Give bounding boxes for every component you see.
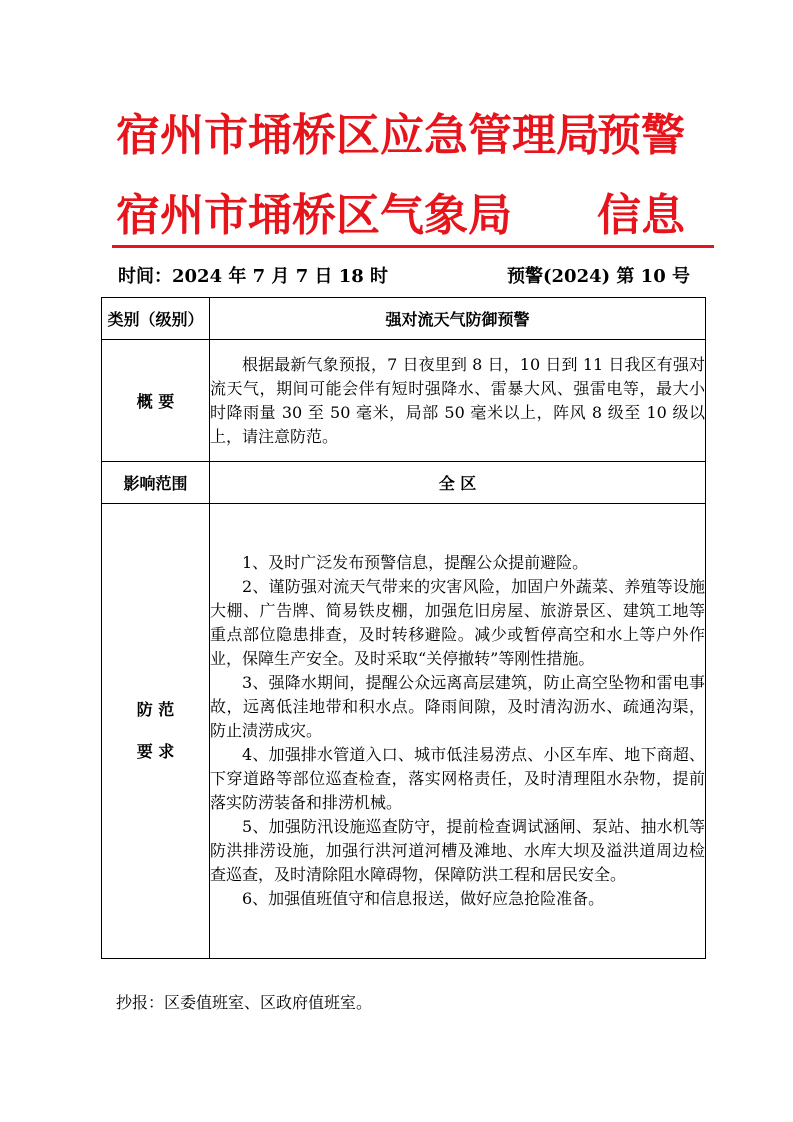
scope-value: 全 区 [210,462,706,504]
header-tag-info: 信息 [597,190,685,241]
measures-label [102,504,210,959]
table-row [102,298,706,340]
category-label: 类别（级别） [102,298,210,340]
issue-time: 时间：2024 年 7 月 7 日 18 时 [118,266,389,287]
measure-item: 5、加强防汛设施巡查防守，提前检查调试涵闸、泵站、抽水机等防洪排涝设施，加强行洪河道河槽及滩地、水库大坝及溢洪道周边检查巡查，及时清除阻水障碍物，保障防洪工程和居民安全。 [210,817,705,884]
header-tag-warning: 预警 [597,110,685,161]
copy-to-line: 抄报：区委值班室、区政府值班室。 [116,993,373,1012]
summary-cell [210,340,706,462]
summary-text: 根据最新气象预报，7 日夜里到 8 日，10 日到 11 日我区有强对流天气，期间可能会伴有短时强降水、雷暴大风、强雷电等，最大小时降雨量 30 至 50 毫米，局部 50 毫米以上，阵风 8 级至 10 级以上，请注意防范。 [210,354,705,446]
header-line-weather-bureau: 宿州市埇桥区气象局 [116,190,512,241]
table-row [102,462,706,504]
table-row [102,340,706,462]
measures-label-line2: 要 求 [136,742,175,761]
warning-table [101,297,706,959]
measures-cell [210,504,706,959]
summary-label: 概 要 [102,340,210,462]
header-line-emergency-bureau: 宿州市埇桥区应急管理局 [116,110,600,161]
issue-number: 预警(2024) 第 10 号 [507,266,690,287]
red-divider-line [112,245,714,248]
measure-item: 4、加强排水管道入口、城市低洼易涝点、小区车库、地下商超、下穿道路等部位巡查检查，落实网格责任，及时清理阻水杂物，提前落实防涝装备和排涝机械。 [210,745,705,812]
category-value: 强对流天气防御预警 [210,298,706,340]
measure-item: 1、及时广泛发布预警信息，提醒公众提前避险。 [242,553,589,572]
measure-item: 2、谨防强对流天气带来的灾害风险，加固户外蔬菜、养殖等设施大棚、广告牌、简易铁皮棚，加强危旧房屋、旅游景区、建筑工地等重点部位隐患排查，及时转移避险。减少或暂停高空和水上等户外作业，保障生产安全。及时采取“关停撤转”等刚性措施。 [210,577,705,668]
measure-item: 3、强降水期间，提醒公众远离高层建筑，防止高空坠物和雷电事故，远离低洼地带和积水点。降雨间隙，及时清沟沥水、疏通沟渠，防止渍涝成灾。 [210,673,705,740]
measure-item: 6、加强值班值守和信息报送，做好应急抢险准备。 [242,889,605,908]
table-row [102,504,706,959]
measures-label-line1: 防 范 [136,700,175,719]
scope-label: 影响范围 [102,462,210,504]
